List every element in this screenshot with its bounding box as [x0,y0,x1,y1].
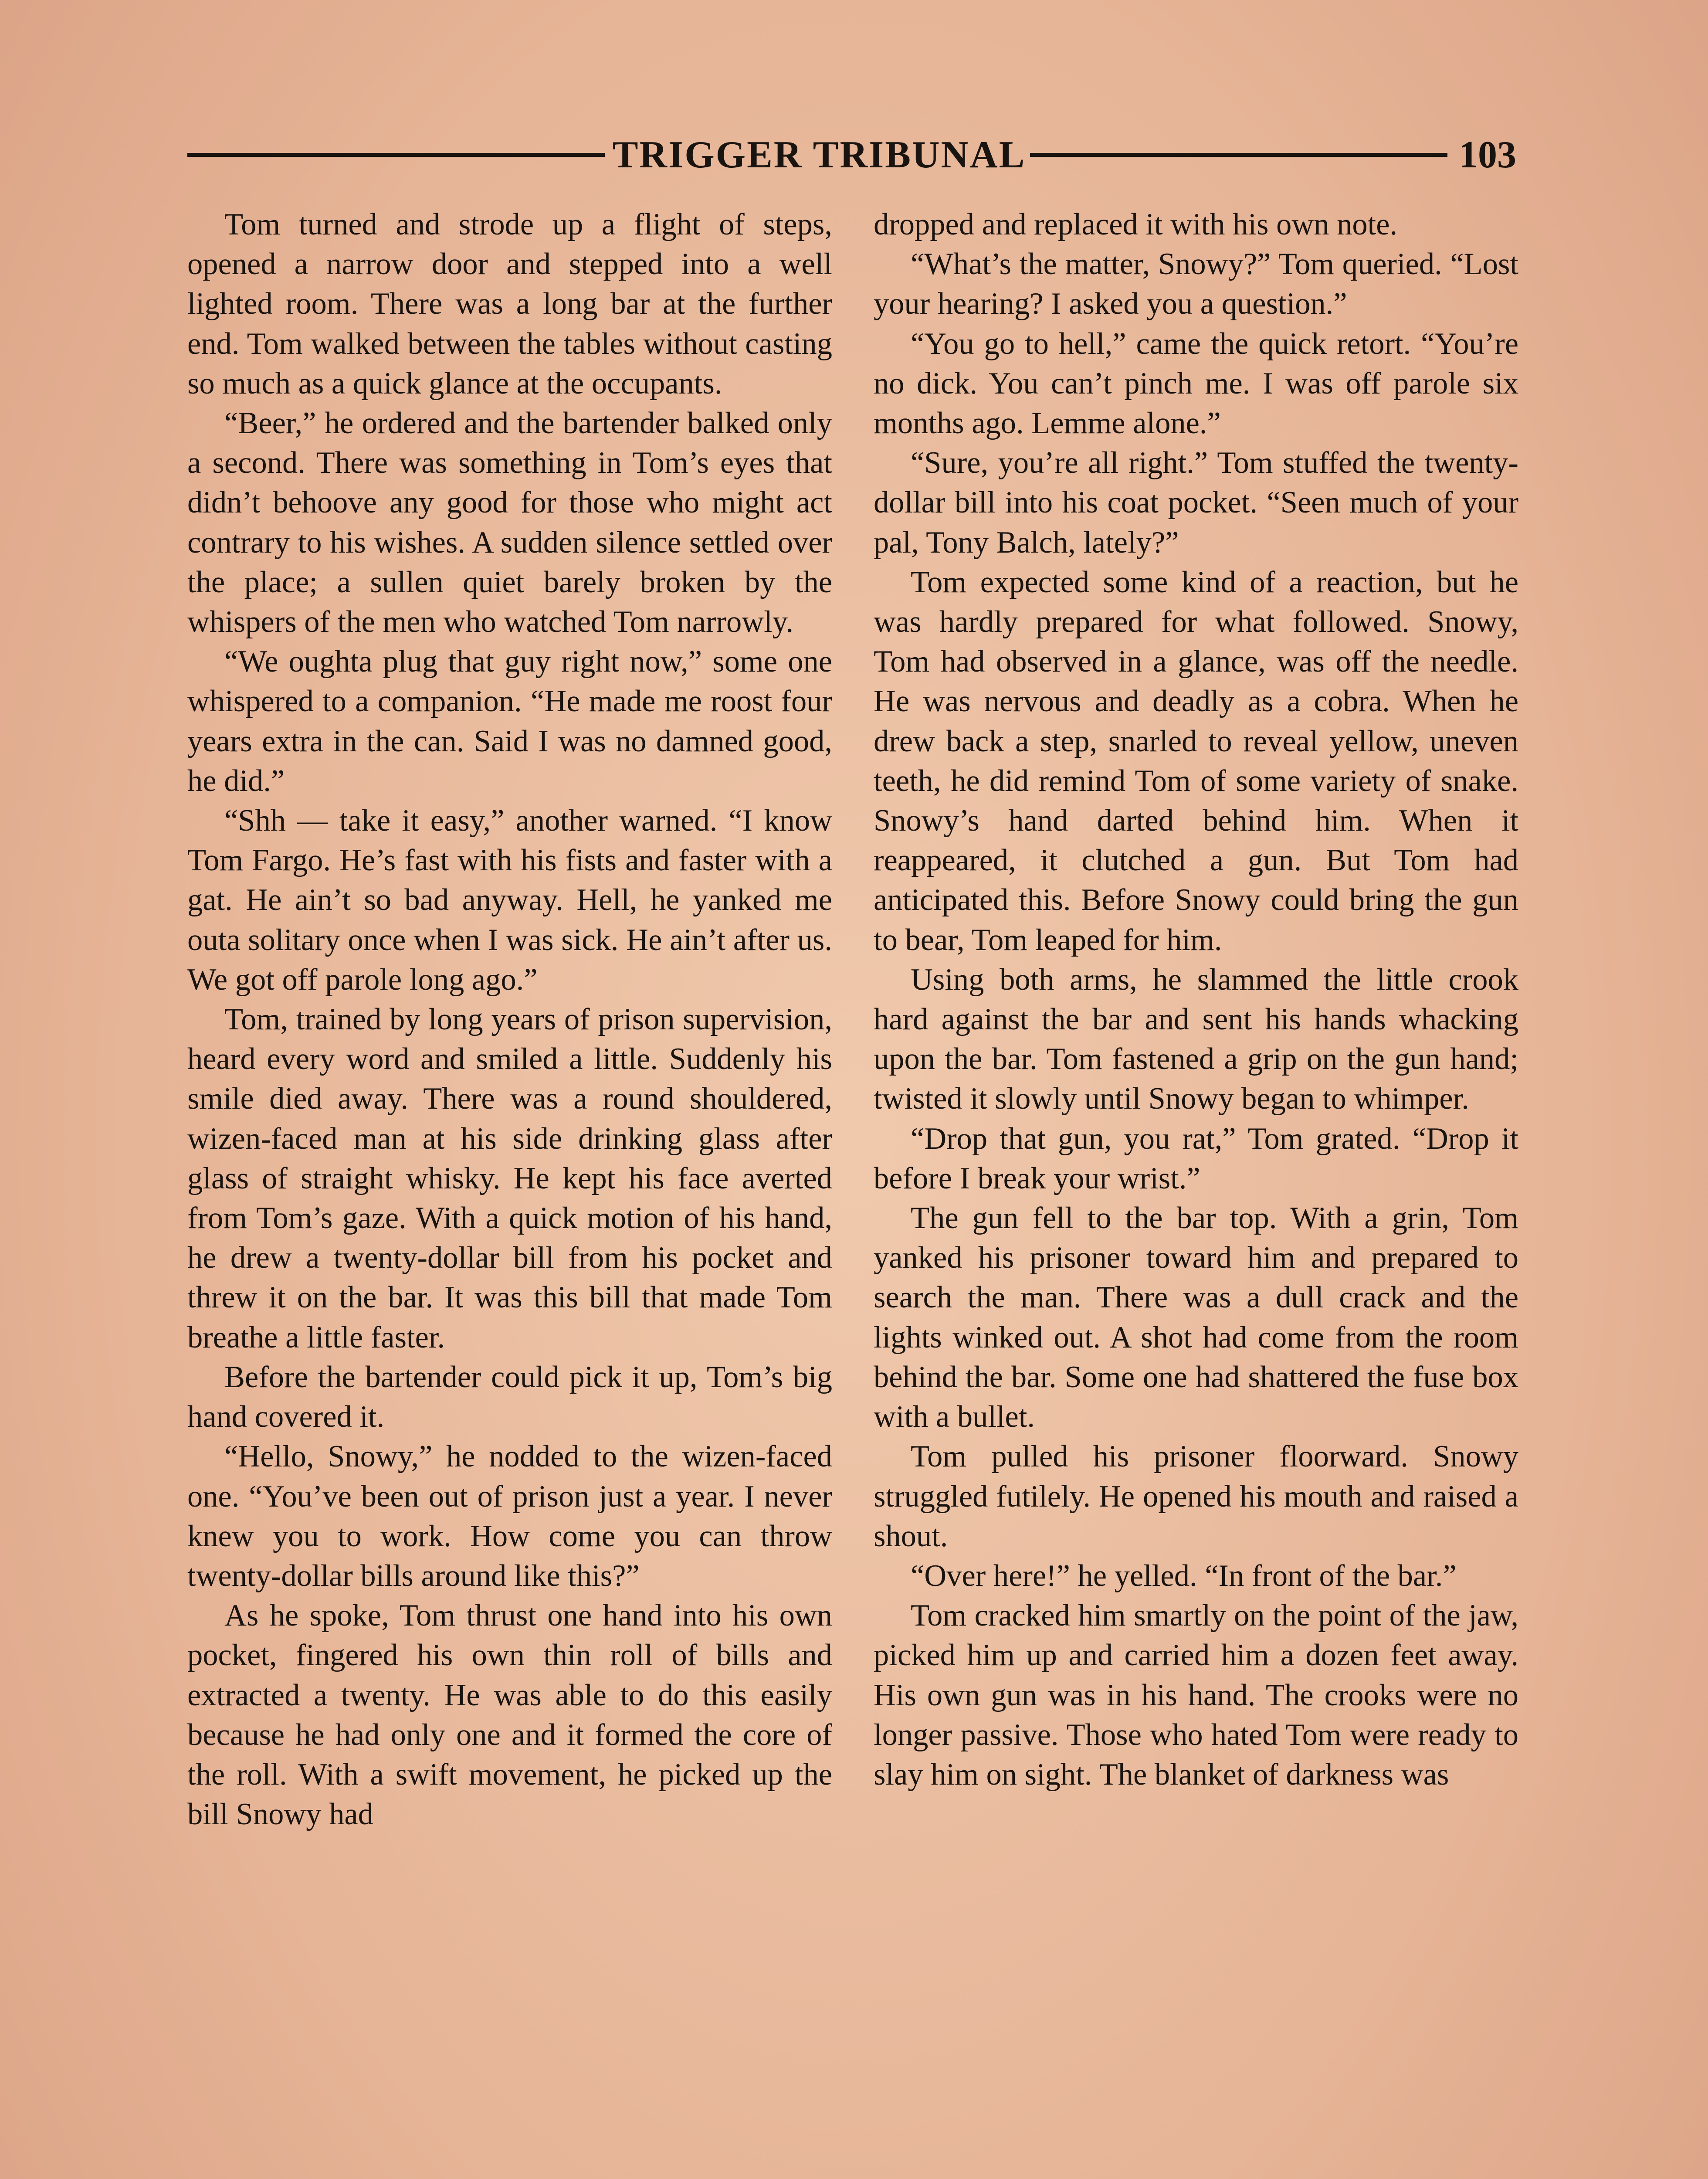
paragraph: Tom turned and strode up a flight of steps, opened a narrow door and stepped into a well lighted room. There was a long bar at the further end. Tom walked between the tables without casting so much as a quick glance at the occupants. [187,207,832,401]
right-column [874,205,1518,1795]
paragraph: “Hello, Snowy,” he nodded to the wizen-faced one. “You’ve been out of prison just a year. I never knew you to work. How come you can throw twenty-dollar bills around like this?” [187,1439,832,1593]
paragraph: Tom pulled his prisoner floorward. Snowy struggled futilely. He opened his mouth and raised a shout. [874,1439,1518,1553]
paragraph: Tom, trained by long years of prison supervision, heard every word and smiled a little. Suddenly his smile died away. There was a round shouldered, wizen-faced man at his side drinking glass after glass of straight whisky. He kept his face averted from Tom’s gaze. With a quick motion of his hand, he drew a twenty-dollar bill from his pocket and threw it on the bar. It was this bill that made Tom breathe a little faster. [187,1002,832,1354]
left-column [187,205,832,1834]
header-rule-left [187,153,605,157]
paragraph: “You go to hell,” came the quick retort. “You’re no dick. You can’t pinch me. I was off parole six months ago. Lemme alone.” [874,326,1518,441]
paragraph: The gun fell to the bar top. With a grin, Tom yanked his prisoner toward him and prepared to search the man. There was a dull crack and the lights winked out. A shot had come from the room behind the bar. Some one had shattered the fuse box with a bullet. [874,1201,1518,1434]
paragraph: “Sure, you’re all right.” Tom stuffed the twenty-dollar bill into his coat pocket. “Seen much of your pal, Tony Balch, lately?” [874,446,1518,560]
paragraph: “Shh — take it easy,” another warned. “I know Tom Fargo. He’s fast with his fists and faster with a gat. He ain’t so bad anyway. Hell, he yanked me outa solitary once when I was sick. He ain’t after us. We got off parole long ago.” [187,804,832,997]
paragraph: Tom expected some kind of a reaction, but he was hardly prepared for what followed. Snowy, Tom had observed in a glance, was off the needle. He was nervous and deadly as a cobra. When he drew back a step, snarled to reveal yellow, uneven teeth, he did remind Tom of some variety of snake. Snowy’s hand darted behind him. When it reappeared, it clutched a gun. But Tom had anticipated this. Before Snowy could bring the gun to bear, Tom leaped for him. [874,565,1518,957]
paragraph: Before the bartender could pick it up, Tom’s big hand covered it. [187,1360,832,1434]
page-number: 103 [1459,133,1516,176]
running-header [187,131,1516,179]
header-rule-right [1030,153,1447,157]
paragraph-continued: dropped and replaced it with his own note. [874,207,1398,241]
paragraph: “We oughta plug that guy right now,” some one whispered to a companion. “He made me roost four years extra in the can. Said I was no damned good, he did.” [187,645,832,798]
paragraph: Tom cracked him smartly on the point of the jaw, picked him up and carried him a dozen feet away. His own gun was in his hand. The crooks were no longer passive. Those who hated Tom were ready to slay him on sight. The blanket of darkness was [874,1599,1518,1792]
paragraph: “Drop that gun, you rat,” Tom grated. “Drop it before I break your wrist.” [874,1121,1518,1195]
paragraph: “Beer,” he ordered and the bartender balked only a second. There was something in Tom’s eyes that didn’t behoove any good for those who might act contrary to his wishes. A sudden silence settled over the place; a sullen quiet barely broken by the whispers of the men who watched Tom narrowly. [187,406,832,639]
paragraph: As he spoke, Tom thrust one hand into his own pocket, fingered his own thin roll of bills and extracted a twenty. He was able to do this easily because he had only one and it formed the core of the roll. With a swift movement, he picked up the bill Snowy had [187,1599,832,1832]
paragraph: “Over here!” he yelled. “In front of the bar.” [911,1558,1457,1593]
paragraph: “What’s the matter, Snowy?” Tom queried. “Lost your hearing? I asked you a question.” [874,247,1518,321]
running-title: TRIGGER TRIBUNAL [612,133,1026,176]
paragraph: Using both arms, he slammed the little crook hard against the bar and sent his hands whacking upon the bar. Tom fastened a grip on the gun hand; twisted it slowly until Snowy began to whimper. [874,962,1518,1116]
